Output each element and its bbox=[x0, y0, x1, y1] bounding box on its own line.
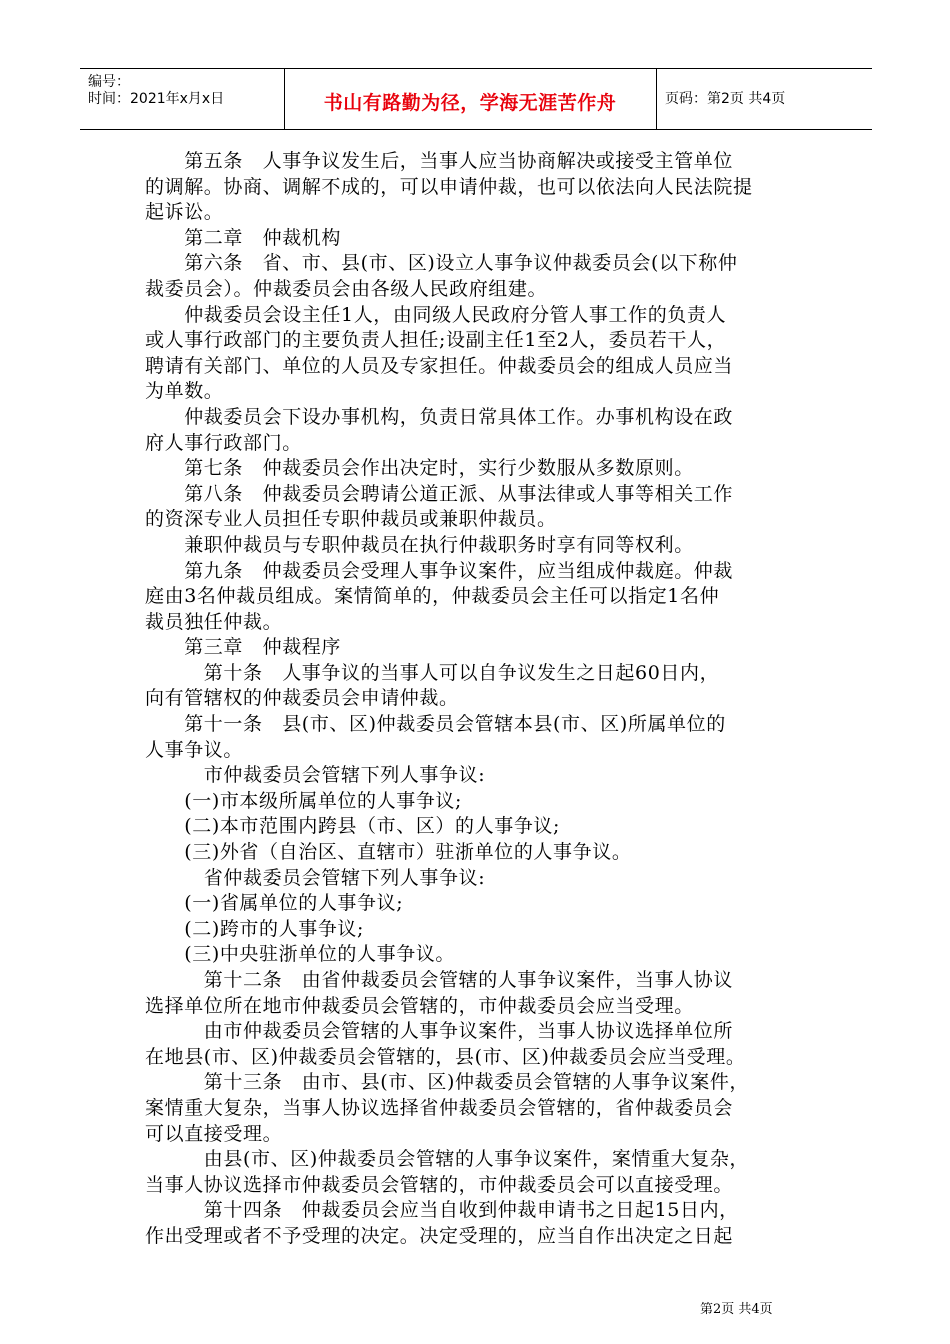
text-line: 第十条 人事争议的当事人可以自争议发生之日起60日内， bbox=[145, 661, 720, 684]
text-line: 的资深专业人员担任专职仲裁员或兼职仲裁员。 bbox=[145, 508, 557, 531]
text-line: 庭由3名仲裁员组成。案情简单的，仲裁委员会主任可以指定1名仲 bbox=[145, 585, 720, 608]
text-line: 第二章 仲裁机构 bbox=[145, 226, 342, 249]
header-motto: 书山有路勤为径，学海无涯苦作舟 bbox=[323, 92, 617, 114]
text-line: 聘请有关部门、单位的人员及专家担任。仲裁委员会的组成人员应当 bbox=[145, 354, 734, 377]
text-line: 由市仲裁委员会管辖的人事争议案件，当事人协议选择单位所 bbox=[145, 1020, 734, 1043]
header-info-cell bbox=[80, 69, 285, 129]
page-header bbox=[80, 68, 872, 130]
text-line: 可以直接受理。 bbox=[145, 1122, 283, 1145]
text-line: 裁员独任仲裁。 bbox=[145, 610, 283, 633]
text-line: 人事争议。 bbox=[145, 738, 244, 761]
text-line: 选择单位所在地市仲裁委员会管辖的，市仲裁委员会应当受理。 bbox=[145, 994, 694, 1017]
text-line: 省仲裁委员会管辖下列人事争议: bbox=[145, 866, 486, 889]
document-number-label: 编号： bbox=[88, 74, 130, 90]
header-page-number: 页码：第2页 共4页 bbox=[665, 91, 786, 107]
text-line: (二)本市范围内跨县（市、区）的人事争议; bbox=[145, 815, 561, 838]
text-line: (一)省属单位的人事争议; bbox=[145, 892, 404, 915]
header-page-cell bbox=[657, 69, 872, 129]
text-line: (二)跨市的人事争议; bbox=[145, 917, 365, 940]
page-footer: 第2页 共4页 bbox=[700, 1302, 773, 1317]
text-line: (一)市本级所属单位的人事争议; bbox=[145, 789, 463, 812]
text-line: (三)外省（自治区、直辖市）驻浙单位的人事争议。 bbox=[145, 841, 632, 864]
text-line: 第九条 仲裁委员会受理人事争议案件，应当组成仲裁庭。仲裁 bbox=[145, 559, 734, 582]
text-line: 第十一条 县(市、区)仲裁委员会管辖本县(市、区)所属单位的 bbox=[145, 713, 726, 736]
text-line: (三)中央驻浙单位的人事争议。 bbox=[145, 943, 456, 966]
text-line: 裁委员会）。仲裁委员会由各级人民政府组建。 bbox=[145, 277, 548, 300]
text-line: 第十二条 由省仲裁委员会管辖的人事争议案件，当事人协议 bbox=[145, 969, 734, 991]
text-line: 第八条 仲裁委员会聘请公道正派、从事法律或人事等相关工作 bbox=[145, 482, 734, 505]
text-line: 仲裁委员会设主任1人，由同级人民政府分管人事工作的负责人 bbox=[145, 303, 727, 326]
text-line: 第十三条 由市、县(市、区)仲裁委员会管辖的人事争议案件， bbox=[145, 1071, 750, 1094]
text-line: 作出受理或者不予受理的决定。决定受理的，应当自作出决定之日起 bbox=[145, 1224, 734, 1247]
document-date-label: 时间：2021年x月x日 bbox=[88, 91, 225, 107]
text-line: 或人事行政部门的主要负责人担任;设副主任1至2人，委员若干人， bbox=[145, 329, 727, 352]
text-line: 府人事行政部门。 bbox=[145, 431, 302, 454]
text-line: 第六条 省、市、县(市、区)设立人事争议仲裁委员会(以下称仲 bbox=[145, 252, 738, 275]
text-line: 兼职仲裁员与专职仲裁员在执行仲裁职务时享有同等权利。 bbox=[145, 533, 694, 556]
text-line: 案情重大复杂，当事人协议选择省仲裁委员会管辖的，省仲裁委员会 bbox=[145, 1096, 734, 1119]
text-line: 当事人协议选择市仲裁委员会管辖的，市仲裁委员会可以直接受理。 bbox=[145, 1173, 734, 1196]
text-line: 第十四条 仲裁委员会应当自收到仲裁申请书之日起15日内， bbox=[145, 1199, 739, 1222]
text-line: 第三章 仲裁程序 bbox=[145, 636, 342, 659]
text-line: 市仲裁委员会管辖下列人事争议: bbox=[145, 764, 486, 787]
text-line: 的调解。协商、调解不成的，可以申请仲裁，也可以依法向人民法院提 bbox=[145, 175, 753, 198]
text-line: 在地县(市、区)仲裁委员会管辖的，县(市、区)仲裁委员会应当受理。 bbox=[145, 1045, 746, 1068]
text-line: 由县(市、区)仲裁委员会管辖的人事争议案件，案情重大复杂， bbox=[145, 1148, 750, 1171]
text-line: 向有管辖权的仲裁委员会申请仲裁。 bbox=[145, 687, 459, 710]
text-line: 第七条 仲裁委员会作出决定时，实行少数服从多数原则。 bbox=[145, 457, 694, 480]
text-line: 仲裁委员会下设办事机构，负责日常具体工作。办事机构设在政 bbox=[145, 405, 734, 428]
text-line: 起诉讼。 bbox=[145, 201, 224, 224]
text-line: 为单数。 bbox=[145, 380, 224, 403]
text-line: 第五条 人事争议发生后，当事人应当协商解决或接受主管单位 bbox=[145, 150, 734, 172]
document-body bbox=[145, 149, 817, 1250]
header-motto-cell bbox=[284, 69, 657, 129]
